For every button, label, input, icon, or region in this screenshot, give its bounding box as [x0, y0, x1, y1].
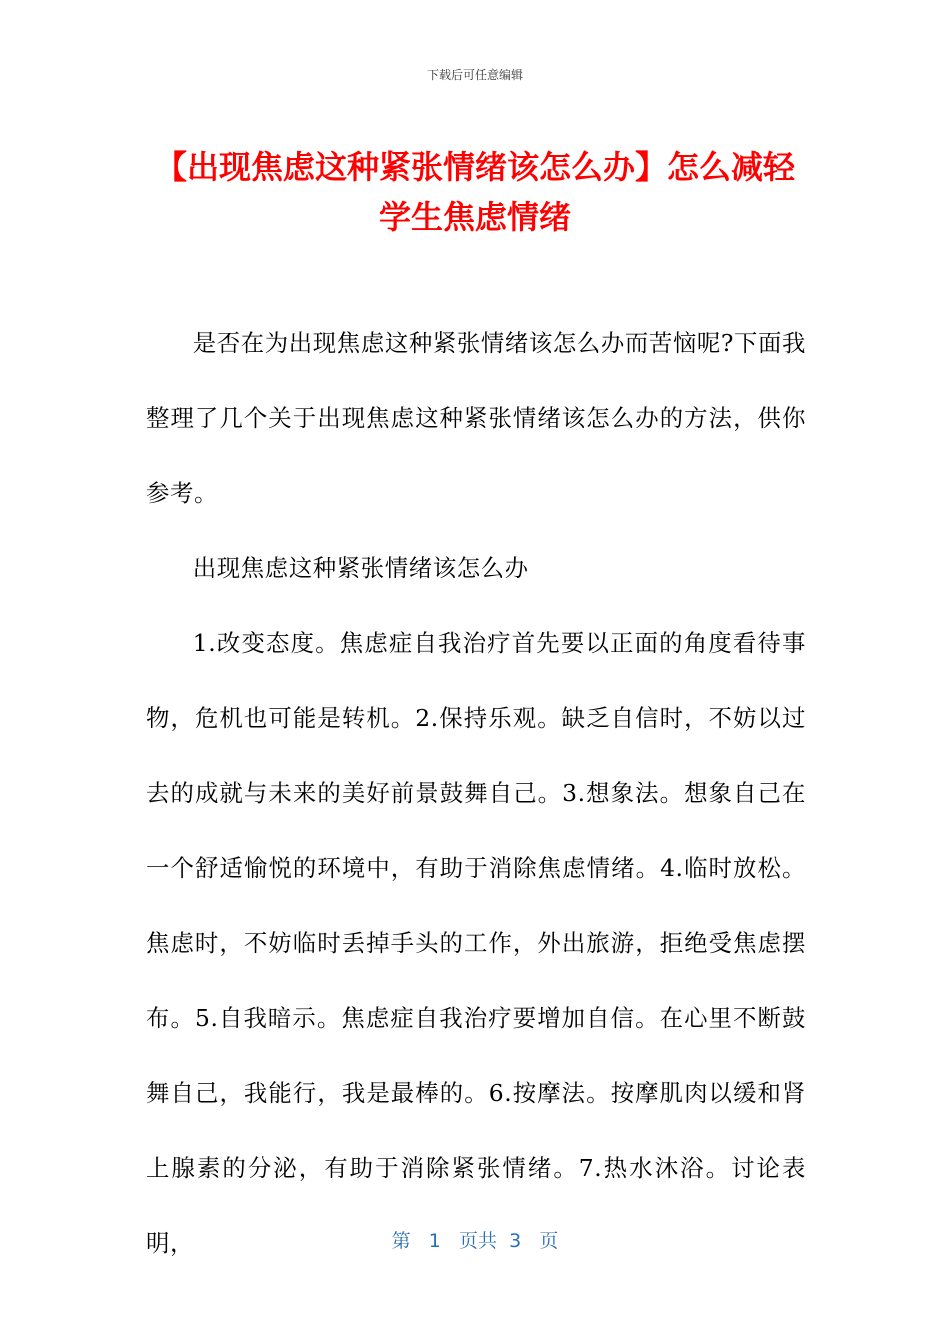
section-heading: 出现焦虑这种紧张情绪该怎么办: [192, 554, 529, 582]
footer-middle: 页共: [459, 1230, 498, 1252]
footer-suffix: 页: [539, 1230, 559, 1252]
document-title: 【出现焦虑这种紧张情绪该怎么办】怎么减轻学生焦虑情绪: [154, 148, 795, 236]
page-footer: [0, 1226, 950, 1253]
footer-prefix: 第: [391, 1230, 411, 1252]
methods-paragraph: 1.改变态度。焦虑症自我治疗首先要以正面的角度看待事物，危机也可能是转机。2.保持乐观。缺乏自信时，不妨以过去的成就与未来的美好前景鼓舞自己。3.想象法。想象自己在一个舒适愉悦的环境中，有助于消除焦虑情绪。4.临时放松。焦虑时，不妨临时丢掉手头的工作，外出旅游，拒绝受焦虑摆布。5.自我暗示。焦虑症自我治疗要增加自信。在心里不断鼓舞自己，我能行，我是最棒的。6.按摩法。按摩肌肉以缓和肾上腺素的分泌，有助于消除紧张情绪。7.热水沐浴。讨论表明，: [146, 629, 806, 1257]
document-body: [146, 306, 806, 1281]
footer-current-page: 1: [428, 1230, 441, 1252]
intro-paragraph: 是否在为出现焦虑这种紧张情绪该怎么办而苦恼呢?下面我整理了几个关于出现焦虑这种紧张情绪该怎么办的方法，供你参考。: [146, 329, 806, 507]
footer-total-pages: 3: [509, 1230, 522, 1252]
header-note: 下载后可任意编辑: [426, 68, 523, 82]
